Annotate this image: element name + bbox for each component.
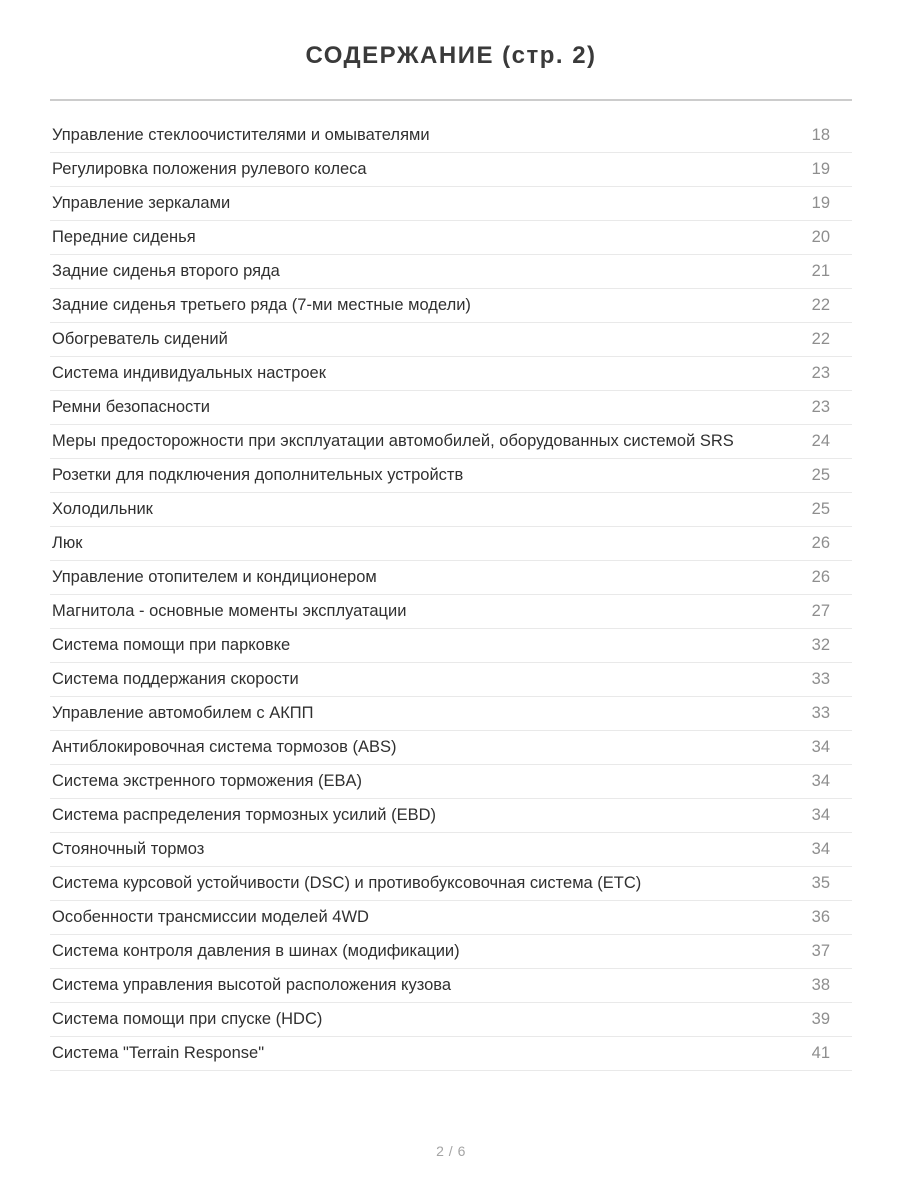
page-title: СОДЕРЖАНИЕ (стр. 2) — [305, 42, 597, 69]
toc-entry-label: Стояночный тормоз — [52, 840, 205, 858]
toc-entry-label: Управление стеклоочистителями и омывателями — [52, 126, 430, 144]
toc-entry-row — [50, 493, 852, 527]
toc-entry-label: Управление отопителем и кондиционером — [52, 568, 377, 586]
toc-entry-page: 34 — [811, 806, 830, 824]
toc-entry-row — [50, 425, 852, 459]
toc-entry-row — [50, 357, 852, 391]
toc-entry-row — [50, 323, 852, 357]
toc-entry-page: 18 — [811, 126, 830, 144]
toc-entry-row — [50, 901, 852, 935]
toc-entry-page: 26 — [811, 568, 830, 586]
toc-entry-row — [50, 289, 852, 323]
toc-entry-row — [50, 663, 852, 697]
toc-entry-label: Система индивидуальных настроек — [52, 364, 326, 382]
toc-entry-row — [50, 935, 852, 969]
toc-entry-label: Особенности трансмиссии моделей 4WD — [52, 908, 369, 926]
toc-entry-row — [50, 187, 852, 221]
toc-entry-page: 24 — [811, 432, 830, 450]
toc-entry-page: 19 — [811, 194, 830, 212]
toc-entry-page: 39 — [811, 1010, 830, 1028]
toc-entry-label: Управление зеркалами — [52, 194, 231, 212]
toc-entry-page: 21 — [811, 262, 830, 280]
toc-entry-row — [50, 527, 852, 561]
toc-entry-page: 25 — [811, 466, 830, 484]
toc-entry-page: 34 — [811, 772, 830, 790]
toc-entry-label: Антиблокировочная система тормозов (ABS) — [52, 738, 397, 756]
toc-entry-row — [50, 255, 852, 289]
toc-entry-row — [50, 153, 852, 187]
toc-list — [50, 119, 852, 1071]
toc-entry-page: 36 — [811, 908, 830, 926]
toc-entry-row — [50, 629, 852, 663]
toc-entry-label: Система экстренного торможения (EBA) — [52, 772, 362, 790]
toc-entry-label: Ремни безопасности — [52, 398, 211, 416]
toc-entry-page: 33 — [811, 670, 830, 688]
toc-entry-label: Система "Terrain Response" — [52, 1044, 265, 1062]
toc-entry-page: 37 — [811, 942, 830, 960]
toc-entry-label: Обогреватель сидений — [52, 330, 228, 348]
toc-entry-page: 33 — [811, 704, 830, 722]
toc-entry-row — [50, 765, 852, 799]
toc-entry-label: Система поддержания скорости — [52, 670, 299, 688]
toc-entry-row — [50, 867, 852, 901]
toc-entry-label: Система распределения тормозных усилий (EBD) — [52, 806, 436, 824]
toc-content — [50, 0, 852, 1161]
toc-entry-label: Холодильник — [52, 500, 153, 518]
toc-entry-page: 34 — [811, 738, 830, 756]
toc-entry-row — [50, 833, 852, 867]
toc-entry-row — [50, 561, 852, 595]
toc-entry-page: 27 — [811, 602, 830, 620]
toc-entry-page: 32 — [811, 636, 830, 654]
toc-entry-label: Управление автомобилем с АКПП — [52, 704, 314, 722]
toc-entry-row — [50, 697, 852, 731]
toc-entry-page: 26 — [811, 534, 830, 552]
toc-entry-page: 19 — [811, 160, 830, 178]
toc-entry-label: Регулировка положения рулевого колеса — [52, 160, 367, 178]
toc-entry-row — [50, 969, 852, 1003]
toc-entry-row — [50, 119, 852, 153]
toc-entry-label: Люк — [52, 534, 83, 552]
toc-entry-label: Система курсовой устойчивости (DSC) и противобуксовочная система (ETC) — [52, 874, 642, 892]
toc-entry-page: 41 — [811, 1044, 830, 1062]
toc-entry-row — [50, 799, 852, 833]
page-number-indicator: 2 / 6 — [436, 1143, 466, 1159]
toc-entry-page: 23 — [811, 398, 830, 416]
toc-entry-page: 38 — [811, 976, 830, 994]
toc-entry-page: 22 — [811, 296, 830, 314]
toc-entry-label: Розетки для подключения дополнительных устройств — [52, 466, 464, 484]
toc-entry-page: 20 — [811, 228, 830, 246]
toc-entry-row — [50, 595, 852, 629]
toc-entry-label: Задние сиденья второго ряда — [52, 262, 280, 280]
toc-entry-page: 35 — [811, 874, 830, 892]
toc-entry-page: 23 — [811, 364, 830, 382]
title-divider — [50, 99, 852, 101]
toc-entry-row — [50, 459, 852, 493]
toc-entry-row — [50, 1037, 852, 1071]
toc-entry-page: 25 — [811, 500, 830, 518]
toc-entry-page: 22 — [811, 330, 830, 348]
toc-entry-label: Задние сиденья третьего ряда (7-ми местные модели) — [52, 296, 471, 314]
toc-entry-label: Система помощи при спуске (HDC) — [52, 1010, 323, 1028]
toc-entry-row — [50, 1003, 852, 1037]
toc-entry-label: Передние сиденья — [52, 228, 196, 246]
toc-entry-label: Система управления высотой расположения кузова — [52, 976, 452, 994]
toc-entry-label: Система помощи при парковке — [52, 636, 291, 654]
toc-entry-row — [50, 731, 852, 765]
toc-entry-row — [50, 221, 852, 255]
toc-entry-label: Магнитола - основные моменты эксплуатации — [52, 602, 407, 620]
toc-entry-label: Меры предосторожности при эксплуатации автомобилей, оборудованных системой SRS — [52, 432, 734, 450]
toc-entry-page: 34 — [811, 840, 830, 858]
toc-entry-row — [50, 391, 852, 425]
toc-entry-label: Система контроля давления в шинах (модификации) — [52, 942, 460, 960]
